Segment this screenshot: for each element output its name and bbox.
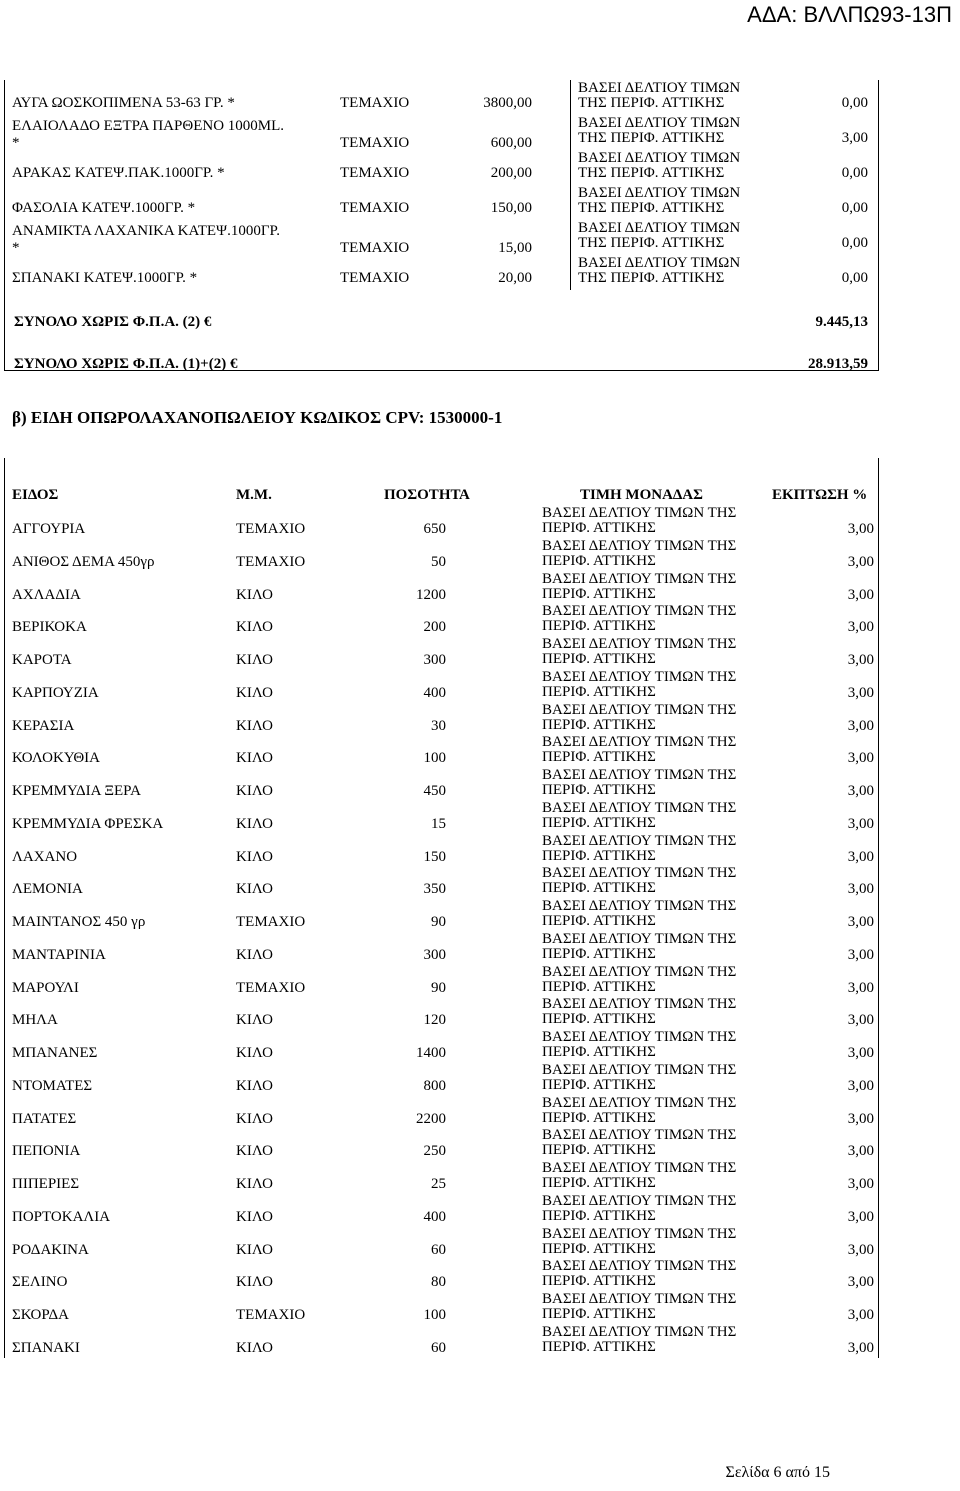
item-quantity: 200 [423, 619, 446, 636]
item-unit: ΤΕΜΑΧΙΟ [236, 521, 306, 537]
item-price-basis-cont: ΠΕΡΙΦ. ΑΤΤΙΚΗΣ [542, 651, 656, 667]
item-unit: ΚΙΛΟ [236, 1012, 273, 1029]
item-discount: 3,00 [847, 815, 874, 832]
item-price-basis-cont: ΠΕΡΙΦ. ΑΤΤΙΚΗΣ [542, 1240, 656, 1257]
item-price-basis-cont: ΠΕΡΙΦ. ΑΤΤΙΚΗΣ [542, 618, 656, 635]
item-price-basis: ΒΑΣΕΙ ΔΕΛΤΙΟΥ ΤΙΜΩΝ ΤΗΣ [542, 1029, 737, 1045]
item-price-basis: ΒΑΣΕΙ ΔΕΛΤΙΟΥ ΤΙΜΩΝ ΤΗΣ [542, 1323, 737, 1340]
item-name: ΚΕΡΑΣΙΑ [12, 717, 75, 734]
item-discount: 3,00 [841, 130, 868, 146]
item-price-basis: ΒΑΣΕΙ ΔΕΛΤΙΟΥ ΤΙΜΩΝ ΤΗΣ [542, 537, 737, 554]
item-discount: 3,00 [847, 1339, 874, 1356]
item-unit: ΤΕΜΑΧΙΟ [340, 200, 410, 216]
item-quantity: 250 [423, 1143, 446, 1160]
item-unit: ΚΙΛΟ [236, 652, 273, 668]
item-quantity: 20,00 [498, 270, 532, 286]
item-price-basis-cont: ΤΗΣ ΠΕΡΙΦ. ΑΤΤΙΚΗΣ [578, 235, 725, 251]
item-price-basis-cont: ΤΗΣ ΠΕΡΙΦ. ΑΤΤΙΚΗΣ [578, 95, 725, 111]
item-name-cont: * [12, 135, 20, 151]
item-price-basis: ΒΑΣΕΙ ΔΕΛΤΙΟΥ ΤΙΜΩΝ ΤΗΣ [542, 1061, 737, 1078]
item-discount: 3,00 [847, 652, 874, 668]
item-discount: 3,00 [847, 979, 874, 996]
item-price-basis-cont: ΠΕΡΙΦ. ΑΤΤΙΚΗΣ [542, 880, 656, 897]
item-quantity: 25 [431, 1176, 446, 1192]
item-unit: ΚΙΛΟ [236, 1176, 273, 1192]
item-price-basis-cont: ΠΕΡΙΦ. ΑΤΤΙΚΗΣ [542, 1076, 656, 1093]
item-price-basis-cont: ΠΕΡΙΦ. ΑΤΤΙΚΗΣ [542, 1044, 656, 1060]
item-quantity: 400 [423, 684, 446, 701]
item-name: ΜΑΙΝΤΑΝΟΣ 450 γρ [12, 914, 146, 930]
item-quantity: 90 [431, 979, 446, 996]
item-quantity: 2200 [416, 1110, 446, 1127]
item-unit: ΚΙΛΟ [236, 881, 273, 898]
item-unit: ΚΙΛΟ [236, 1274, 273, 1291]
item-discount: 3,00 [847, 1307, 874, 1323]
item-price-basis: ΒΑΣΕΙ ΔΕΛΤΙΟΥ ΤΙΜΩΝ ΤΗΣ [542, 636, 737, 652]
item-discount: 0,00 [841, 200, 868, 216]
item-discount: 3,00 [847, 1045, 874, 1061]
item-unit: ΚΙΛΟ [236, 946, 273, 963]
item-quantity: 1200 [416, 586, 446, 603]
item-price-basis: ΒΑΣΕΙ ΔΕΛΤΙΟΥ ΤΙΜΩΝ ΤΗΣ [542, 996, 737, 1013]
item-quantity: 100 [423, 1307, 446, 1323]
item-unit: ΤΕΜΑΧΙΟ [340, 270, 410, 286]
item-unit: ΤΕΜΑΧΙΟ [236, 553, 306, 570]
item-discount: 0,00 [841, 165, 868, 181]
item-quantity: 200,00 [490, 165, 532, 181]
item-price-basis-cont: ΠΕΡΙΦ. ΑΤΤΙΚΗΣ [542, 1306, 656, 1322]
item-name: ΑΝΙΘΟΣ ΔΕΜΑ 450γρ [12, 553, 155, 570]
item-discount: 3,00 [847, 553, 874, 570]
item-price-basis: ΒΑΣΕΙ ΔΕΛΤΙΟΥ ΤΙΜΩΝ [578, 220, 741, 236]
item-unit: ΚΙΛΟ [236, 1045, 273, 1061]
item-discount: 3,00 [847, 521, 874, 537]
item-price-basis-cont: ΤΗΣ ΠΕΡΙΦ. ΑΤΤΙΚΗΣ [578, 200, 725, 216]
item-discount: 3,00 [847, 717, 874, 734]
item-unit: ΚΙΛΟ [236, 717, 273, 734]
item-price-basis: ΒΑΣΕΙ ΔΕΛΤΙΟΥ ΤΙΜΩΝ ΤΗΣ [542, 1160, 737, 1176]
item-name: ΛΑΧΑΝΟ [12, 848, 78, 865]
ada-code: ΑΔΑ: ΒΛΛΠΩ93-13Π [747, 2, 952, 27]
item-quantity: 450 [423, 783, 446, 799]
item-price-basis: ΒΑΣΕΙ ΔΕΛΤΙΟΥ ΤΙΜΩΝ ΤΗΣ [542, 1094, 737, 1111]
item-unit: ΤΕΜΑΧΙΟ [340, 240, 410, 256]
item-quantity: 50 [431, 553, 446, 570]
item-name: ΣΚΟΡΔΑ [12, 1307, 70, 1323]
item-name: ΠΙΠΕΡΙΕΣ [12, 1176, 80, 1192]
header-item: ΕΙΔΟΣ [12, 487, 59, 503]
item-quantity: 600,00 [490, 135, 532, 151]
item-discount: 3,00 [847, 1274, 874, 1291]
table-a-col-divider [570, 80, 571, 290]
table-b-left-border [4, 458, 5, 1358]
item-price-basis: ΒΑΣΕΙ ΔΕΛΤΙΟΥ ΤΙΜΩΝ ΤΗΣ [542, 505, 737, 521]
item-price-basis-cont: ΠΕΡΙΦ. ΑΤΤΙΚΗΣ [542, 749, 656, 766]
item-price-basis: ΒΑΣΕΙ ΔΕΛΤΙΟΥ ΤΙΜΩΝ ΤΗΣ [542, 865, 737, 882]
item-price-basis: ΒΑΣΕΙ ΔΕΛΤΙΟΥ ΤΙΜΩΝ ΤΗΣ [542, 1258, 737, 1275]
item-price-basis-cont: ΠΕΡΙΦ. ΑΤΤΙΚΗΣ [542, 520, 656, 536]
item-name: ΜΑΝΤΑΡΙΝΙΑ [12, 946, 106, 963]
item-price-basis-cont: ΠΕΡΙΦ. ΑΤΤΙΚΗΣ [542, 683, 656, 700]
item-price-basis-cont: ΠΕΡΙΦ. ΑΤΤΙΚΗΣ [542, 1273, 656, 1290]
item-unit: ΚΙΛΟ [236, 750, 273, 767]
item-quantity: 120 [423, 1012, 446, 1029]
item-unit: ΚΙΛΟ [236, 1241, 273, 1258]
item-name: ΠΑΤΑΤΕΣ [12, 1110, 77, 1127]
item-price-basis: ΒΑΣΕΙ ΔΕΛΤΙΟΥ ΤΙΜΩΝ [578, 185, 741, 201]
item-name-cont: * [12, 240, 20, 256]
item-discount: 3,00 [847, 684, 874, 701]
item-name: ΠΟΡΤΟΚΑΛΙΑ [12, 1208, 111, 1225]
item-price-basis: ΒΑΣΕΙ ΔΕΛΤΙΟΥ ΤΙΜΩΝ ΤΗΣ [542, 668, 737, 685]
item-price-basis: ΒΑΣΕΙ ΔΕΛΤΙΟΥ ΤΙΜΩΝ ΤΗΣ [542, 1225, 737, 1242]
item-quantity: 150 [423, 848, 446, 865]
item-name: ΚΑΡΟΤΑ [12, 652, 72, 668]
section-b-title: β) ΕΙΔΗ ΟΠΩΡΟΛΑΧΑΝΟΠΩΛΕΙΟΥ ΚΩΔΙΚΟΣ CPV: 1530000-1 [12, 408, 503, 427]
item-price-basis-cont: ΠΕΡΙΦ. ΑΤΤΙΚΗΣ [542, 1175, 656, 1191]
item-price-basis-cont: ΠΕΡΙΦ. ΑΤΤΙΚΗΣ [542, 814, 656, 831]
item-unit: ΤΕΜΑΧΙΟ [236, 979, 306, 996]
item-price-basis: ΒΑΣΕΙ ΔΕΛΤΙΟΥ ΤΙΜΩΝ ΤΗΣ [542, 734, 737, 751]
item-name: ΒΕΡΙΚΟΚΑ [12, 619, 87, 636]
item-quantity: 1400 [416, 1045, 446, 1061]
item-quantity: 80 [431, 1274, 446, 1291]
item-unit: ΚΙΛΟ [236, 848, 273, 865]
item-unit: ΤΕΜΑΧΙΟ [236, 1307, 306, 1323]
item-price-basis: ΒΑΣΕΙ ΔΕΛΤΙΟΥ ΤΙΜΩΝ ΤΗΣ [542, 832, 737, 849]
item-name: ΚΑΡΠΟΥΖΙΑ [12, 684, 99, 701]
item-unit: ΚΙΛΟ [236, 815, 273, 832]
item-price-basis: ΒΑΣΕΙ ΔΕΛΤΙΟΥ ΤΙΜΩΝ ΤΗΣ [542, 1192, 737, 1209]
item-name: ΑΝΑΜΙΚΤΑ ΛΑΧΑΝΙΚΑ ΚΑΤΕΨ.1000ΓΡ. [12, 223, 280, 239]
item-price-basis-cont: ΤΗΣ ΠΕΡΙΦ. ΑΤΤΙΚΗΣ [578, 270, 725, 286]
item-discount: 0,00 [841, 95, 868, 111]
item-name: ΜΗΛΑ [12, 1012, 58, 1029]
item-name: ΜΑΡΟΥΛΙ [12, 979, 79, 996]
item-discount: 3,00 [847, 783, 874, 799]
total-2-value: 28.913,59 [808, 356, 868, 372]
item-name: ΠΕΠΟΝΙΑ [12, 1143, 81, 1160]
item-unit: ΚΙΛΟ [236, 1208, 273, 1225]
item-quantity: 15,00 [498, 240, 532, 256]
item-price-basis: ΒΑΣΕΙ ΔΕΛΤΙΟΥ ΤΙΜΩΝ ΤΗΣ [542, 963, 737, 980]
item-unit: ΤΕΜΑΧΙΟ [236, 914, 306, 930]
item-price-basis-cont: ΠΕΡΙΦ. ΑΤΤΙΚΗΣ [542, 978, 656, 995]
item-price-basis: ΒΑΣΕΙ ΔΕΛΤΙΟΥ ΤΙΜΩΝ ΤΗΣ [542, 930, 737, 947]
item-price-basis-cont: ΠΕΡΙΦ. ΑΤΤΙΚΗΣ [542, 1338, 656, 1355]
total-1-label: ΣΥΝΟΛΟ ΧΩΡΙΣ Φ.Π.Α. (2) € [14, 314, 212, 330]
table-b-right-border [878, 458, 879, 1358]
item-name: ΕΛΑΙΟΛΑΔΟ ΕΞΤΡΑ ΠΑΡΘΕΝΟ 1000ML. [12, 118, 285, 134]
item-price-basis-cont: ΠΕΡΙΦ. ΑΤΤΙΚΗΣ [542, 782, 656, 798]
item-quantity: 15 [431, 815, 446, 832]
item-discount: 3,00 [847, 881, 874, 898]
item-quantity: 100 [423, 750, 446, 767]
item-name: ΜΠΑΝΑΝΕΣ [12, 1045, 98, 1061]
item-unit: ΤΕΜΑΧΙΟ [340, 95, 410, 111]
item-price-basis-cont: ΠΕΡΙΦ. ΑΤΤΙΚΗΣ [542, 585, 656, 602]
item-unit: ΤΕΜΑΧΙΟ [340, 165, 410, 181]
item-name: ΑΡΑΚΑΣ ΚΑΤΕΨ.ΠΑΚ.1000ΓΡ. * [12, 165, 225, 181]
item-name: ΚΡΕΜΜΥΔΙΑ ΦΡΕΣΚΑ [12, 815, 164, 832]
item-name: ΡΟΔΑΚΙΝΑ [12, 1241, 89, 1258]
item-unit: ΚΙΛΟ [236, 586, 273, 603]
item-name: ΑΧΛΑΔΙΑ [12, 586, 81, 603]
item-price-basis: ΒΑΣΕΙ ΔΕΛΤΙΟΥ ΤΙΜΩΝ ΤΗΣ [542, 701, 737, 718]
header-unit: Μ.Μ. [236, 487, 272, 503]
item-quantity: 650 [423, 521, 446, 537]
total-1-value: 9.445,13 [815, 314, 868, 330]
item-discount: 3,00 [847, 1110, 874, 1127]
item-quantity: 3800,00 [483, 95, 532, 111]
item-quantity: 400 [423, 1208, 446, 1225]
item-name: ΣΠΑΝΑΚΙ [12, 1339, 80, 1356]
header-quantity: ΠΟΣΟΤΗΤΑ [384, 487, 470, 503]
item-unit: ΚΙΛΟ [236, 619, 273, 636]
table-a-left-border [4, 80, 5, 370]
item-price-basis-cont: ΠΕΡΙΦ. ΑΤΤΙΚΗΣ [542, 913, 656, 929]
item-discount: 3,00 [847, 750, 874, 767]
item-discount: 3,00 [847, 1077, 874, 1094]
item-price-basis: ΒΑΣΕΙ ΔΕΛΤΙΟΥ ΤΙΜΩΝ [578, 80, 741, 96]
item-unit: ΚΙΛΟ [236, 684, 273, 701]
item-name: ΝΤΟΜΑΤΕΣ [12, 1077, 93, 1094]
item-price-basis-cont: ΤΗΣ ΠΕΡΙΦ. ΑΤΤΙΚΗΣ [578, 165, 725, 181]
item-quantity: 800 [423, 1077, 446, 1094]
item-discount: 0,00 [841, 235, 868, 251]
item-discount: 3,00 [847, 1012, 874, 1029]
item-discount: 3,00 [847, 848, 874, 865]
item-price-basis-cont: ΠΕΡΙΦ. ΑΤΤΙΚΗΣ [542, 1142, 656, 1159]
item-price-basis-cont: ΤΗΣ ΠΕΡΙΦ. ΑΤΤΙΚΗΣ [578, 130, 725, 146]
item-name: ΣΕΛΙΝΟ [12, 1274, 68, 1291]
item-discount: 3,00 [847, 914, 874, 930]
item-price-basis: ΒΑΣΕΙ ΔΕΛΤΙΟΥ ΤΙΜΩΝ [578, 115, 741, 131]
item-name: ΣΠΑΝΑΚΙ ΚΑΤΕΨ.1000ΓΡ. * [12, 270, 198, 286]
item-price-basis-cont: ΠΕΡΙΦ. ΑΤΤΙΚΗΣ [542, 552, 656, 569]
item-price-basis-cont: ΠΕΡΙΦ. ΑΤΤΙΚΗΣ [542, 945, 656, 962]
item-unit: ΤΕΜΑΧΙΟ [340, 135, 410, 151]
item-quantity: 150,00 [490, 200, 532, 216]
item-discount: 3,00 [847, 1143, 874, 1160]
item-price-basis: ΒΑΣΕΙ ΔΕΛΤΙΟΥ ΤΙΜΩΝ ΤΗΣ [542, 1291, 737, 1307]
item-price-basis: ΒΑΣΕΙ ΔΕΛΤΙΟΥ ΤΙΜΩΝ ΤΗΣ [542, 603, 737, 620]
total-2-label: ΣΥΝΟΛΟ ΧΩΡΙΣ Φ.Π.Α. (1)+(2) € [14, 356, 238, 372]
item-discount: 3,00 [847, 1241, 874, 1258]
item-price-basis: ΒΑΣΕΙ ΔΕΛΤΙΟΥ ΤΙΜΩΝ ΤΗΣ [542, 570, 737, 587]
item-unit: ΚΙΛΟ [236, 1077, 273, 1094]
item-price-basis: ΒΑΣΕΙ ΔΕΛΤΙΟΥ ΤΙΜΩΝ [578, 255, 741, 271]
item-name: ΚΟΛΟΚΥΘΙΑ [12, 750, 101, 767]
item-price-basis: ΒΑΣΕΙ ΔΕΛΤΙΟΥ ΤΙΜΩΝ ΤΗΣ [542, 898, 737, 914]
item-price-basis-cont: ΠΕΡΙΦ. ΑΤΤΙΚΗΣ [542, 1109, 656, 1126]
item-discount: 3,00 [847, 1176, 874, 1192]
item-discount: 3,00 [847, 619, 874, 636]
header-unit-price: ΤΙΜΗ ΜΟΝΑΔΑΣ [580, 487, 703, 503]
item-quantity: 350 [423, 881, 446, 898]
item-discount: 3,00 [847, 586, 874, 603]
item-unit: ΚΙΛΟ [236, 1339, 273, 1356]
item-discount: 3,00 [847, 1208, 874, 1225]
item-name: ΚΡΕΜΜΥΔΙΑ ΞΕΡΑ [12, 783, 141, 799]
item-quantity: 60 [431, 1339, 446, 1356]
item-name: ΛΕΜΟΝΙΑ [12, 881, 83, 898]
item-unit: ΚΙΛΟ [236, 1143, 273, 1160]
item-price-basis: ΒΑΣΕΙ ΔΕΛΤΙΟΥ ΤΙΜΩΝ ΤΗΣ [542, 799, 737, 816]
item-price-basis: ΒΑΣΕΙ ΔΕΛΤΙΟΥ ΤΙΜΩΝ ΤΗΣ [542, 1127, 737, 1144]
item-quantity: 300 [423, 652, 446, 668]
item-discount: 0,00 [841, 270, 868, 286]
item-price-basis-cont: ΠΕΡΙΦ. ΑΤΤΙΚΗΣ [542, 716, 656, 733]
table-a-right-border [878, 80, 879, 370]
item-discount: 3,00 [847, 946, 874, 963]
item-name: ΑΓΓΟΥΡΙΑ [12, 521, 86, 537]
item-quantity: 60 [431, 1241, 446, 1258]
item-unit: ΚΙΛΟ [236, 1110, 273, 1127]
header-discount: ΕΚΠΤΩΣΗ % [772, 487, 868, 503]
item-unit: ΚΙΛΟ [236, 783, 273, 799]
item-quantity: 300 [423, 946, 446, 963]
item-name: ΑΥΓΑ ΩΟΣΚΟΠΙΜΕΝΑ 53-63 ΓΡ. * [12, 95, 235, 111]
item-price-basis-cont: ΠΕΡΙΦ. ΑΤΤΙΚΗΣ [542, 1207, 656, 1224]
item-price-basis-cont: ΠΕΡΙΦ. ΑΤΤΙΚΗΣ [542, 1011, 656, 1028]
item-price-basis: ΒΑΣΕΙ ΔΕΛΤΙΟΥ ΤΙΜΩΝ ΤΗΣ [542, 767, 737, 783]
item-name: ΦΑΣΟΛΙΑ ΚΑΤΕΨ.1000ΓΡ. * [12, 200, 196, 216]
page-footer: Σελίδα 6 από 15 [725, 1464, 830, 1481]
item-price-basis-cont: ΠΕΡΙΦ. ΑΤΤΙΚΗΣ [542, 847, 656, 864]
item-price-basis: ΒΑΣΕΙ ΔΕΛΤΙΟΥ ΤΙΜΩΝ [578, 150, 741, 166]
item-quantity: 90 [431, 914, 446, 930]
item-quantity: 30 [431, 717, 446, 734]
